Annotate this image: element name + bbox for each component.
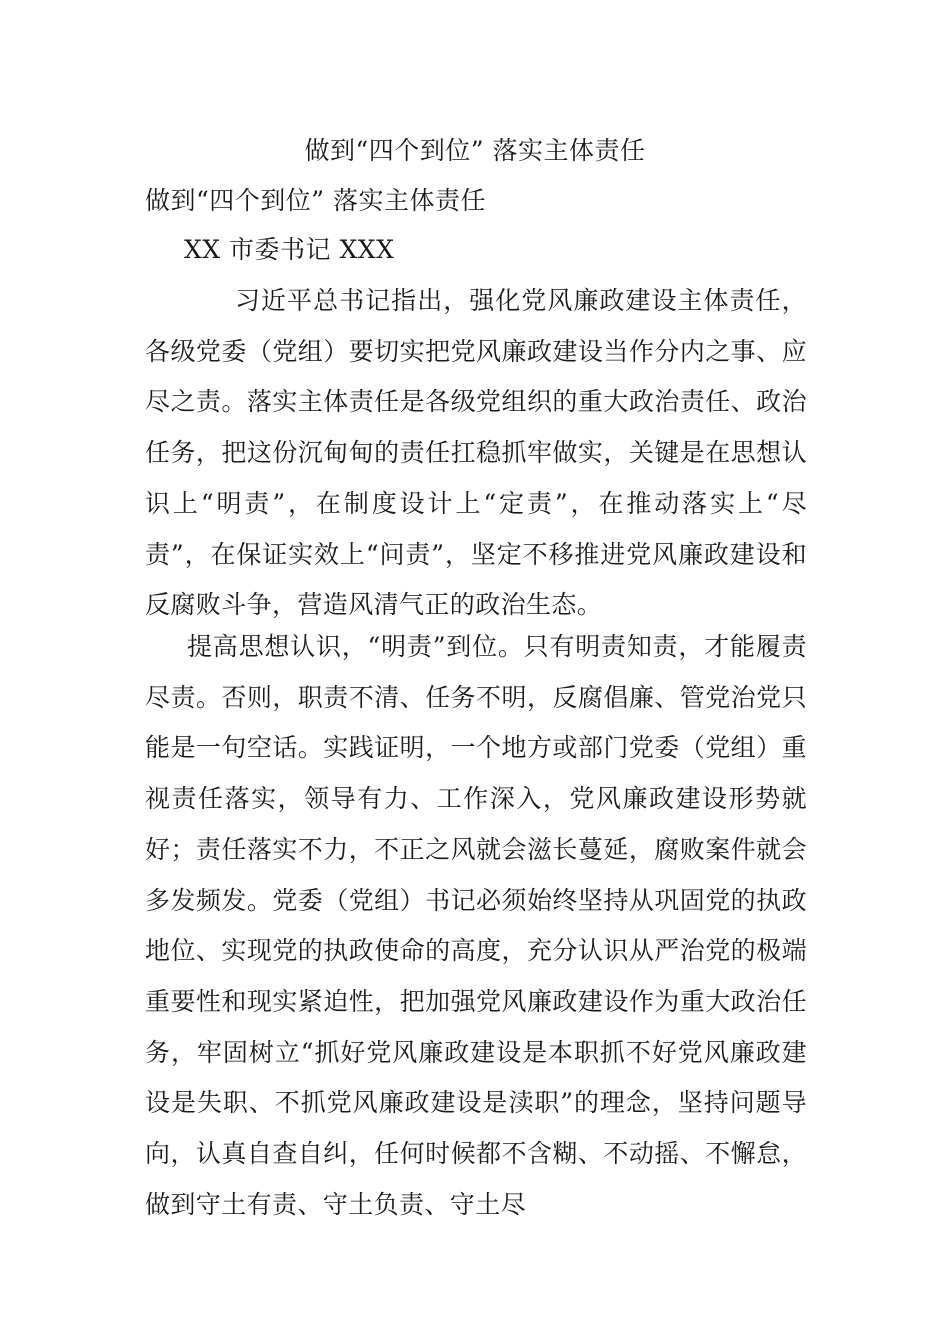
document-title: 做到“四个到位” 落实主体责任 (304, 136, 646, 165)
author-byline: XX 市委书记 XXX (184, 235, 395, 264)
paragraph-1: 习近平总书记指出，强化党风廉政建设主体责任，各级党委（党组）要切实把党风廉政建设当作分内之事、应尽之责。落实主体责任是各级党组织的重大政治责任、政治任务，把这份沉甸甸的责任扛稳抓牢做实，关键是在思想认识上“明责”，在制度设计上“定责”，在推动落实上“尽责”，在保证实效上“问责”，坚定不移推进党风廉政建设和反腐败斗争，营造风清气正的政治生态。 (145, 286, 807, 620)
document-title-repeat: 做到“四个到位” 落实主体责任 (145, 186, 487, 215)
paragraph-2: 提高思想认识，“明责”到位。只有明责知责，才能履责尽责。否则，职责不清、任务不明，反腐倡廉、管党治党只能是一句空话。实践证明，一个地方或部门党委（党组）重视责任落实，领导有力、工作深入，党风廉政建设形势就好；责任落实不力，不正之风就会滋长蔓延，腐败案件就会多发频发。党委（党组）书记必须始终坚持从巩固党的执政地位、实现党的执政使命的高度，充分认识从严治党的极端重要性和现实紧迫性，把加强党风廉政建设作为重大政治任务，牢固树立“抓好党风廉政建设是本职抓不好党风廉政建设是失职、不抓党风廉政建设是渎职”的理念，坚持问题导向，认真自查自纠，任何时候都不含糊、不动摇、不懈怠，做到守土有责、守土负责、守土尽 (145, 632, 807, 1219)
